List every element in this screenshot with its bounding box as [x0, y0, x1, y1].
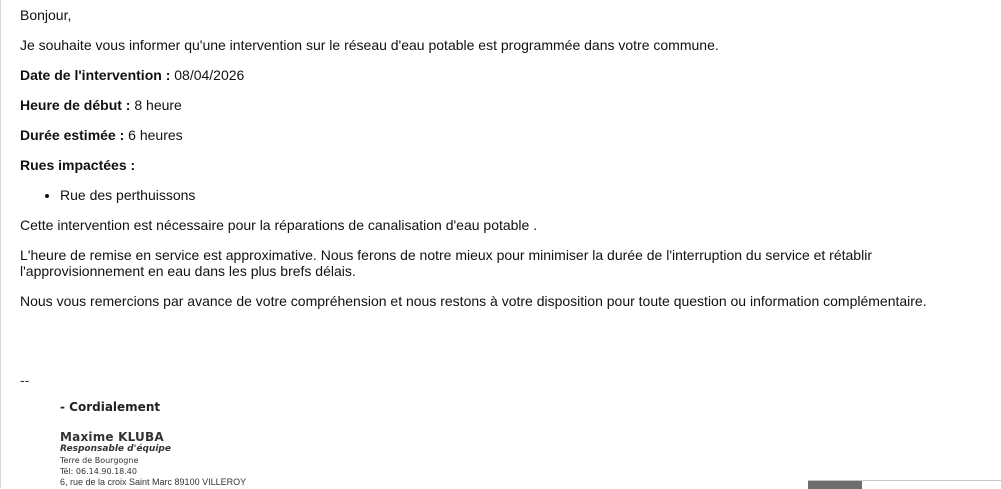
restore-line-1: L'heure de remise en service est approximative. Nous ferons de notre mieux pour minimiser la durée de l'interruption du service et rétablir	[20, 247, 872, 263]
signature-closing: - Cordialement	[60, 400, 161, 414]
start-label: Heure de début :	[20, 97, 131, 113]
restore-paragraph	[20, 247, 920, 279]
thanks-paragraph: Nous vous remercions par avance de votre compréhension et nous restons à votre disposition pour toute question ou information complémentaire.	[20, 293, 927, 309]
restore-line-2: l'approvisionnement en eau dans les plus brefs délais.	[20, 263, 356, 279]
streets-heading	[20, 157, 135, 173]
signature-block	[60, 400, 246, 488]
reason-paragraph: Cette intervention est nécessaire pour la réparations de canalisation d'eau potable .	[20, 217, 538, 233]
start-value: 8 heure	[134, 97, 182, 113]
date-value: 08/04/2026	[174, 67, 245, 83]
signature-name: Maxime KLUBA	[60, 430, 164, 444]
greeting: Bonjour,	[20, 7, 72, 23]
date-label: Date de l'intervention :	[20, 67, 171, 83]
bottom-corner-panel[interactable]	[808, 480, 1001, 488]
signature-company: Terre de Bourgogne	[60, 456, 139, 465]
signature-phone: Tél: 06.14.90.18.40	[60, 467, 137, 476]
duration-label: Durée estimée :	[20, 127, 125, 143]
duration-line	[20, 127, 183, 143]
intro-paragraph: Je souhaite vous informer qu'une intervention sur le réseau d'eau potable est programmée dans votre commune.	[20, 37, 719, 53]
list-item: • Rue des perthuissons	[60, 187, 195, 203]
left-border	[0, 0, 1, 488]
signature-separator: --	[20, 372, 30, 388]
start-line	[20, 97, 182, 113]
duration-value: 6 heures	[128, 127, 183, 143]
streets-list	[20, 187, 195, 203]
signature-role: Responsable d'équipe	[60, 444, 171, 454]
streets-label: Rues impactées :	[20, 157, 136, 173]
signature-address: 6, rue de la croix Saint Marc 89100 VILLEROY	[60, 477, 247, 487]
date-line	[20, 67, 244, 83]
